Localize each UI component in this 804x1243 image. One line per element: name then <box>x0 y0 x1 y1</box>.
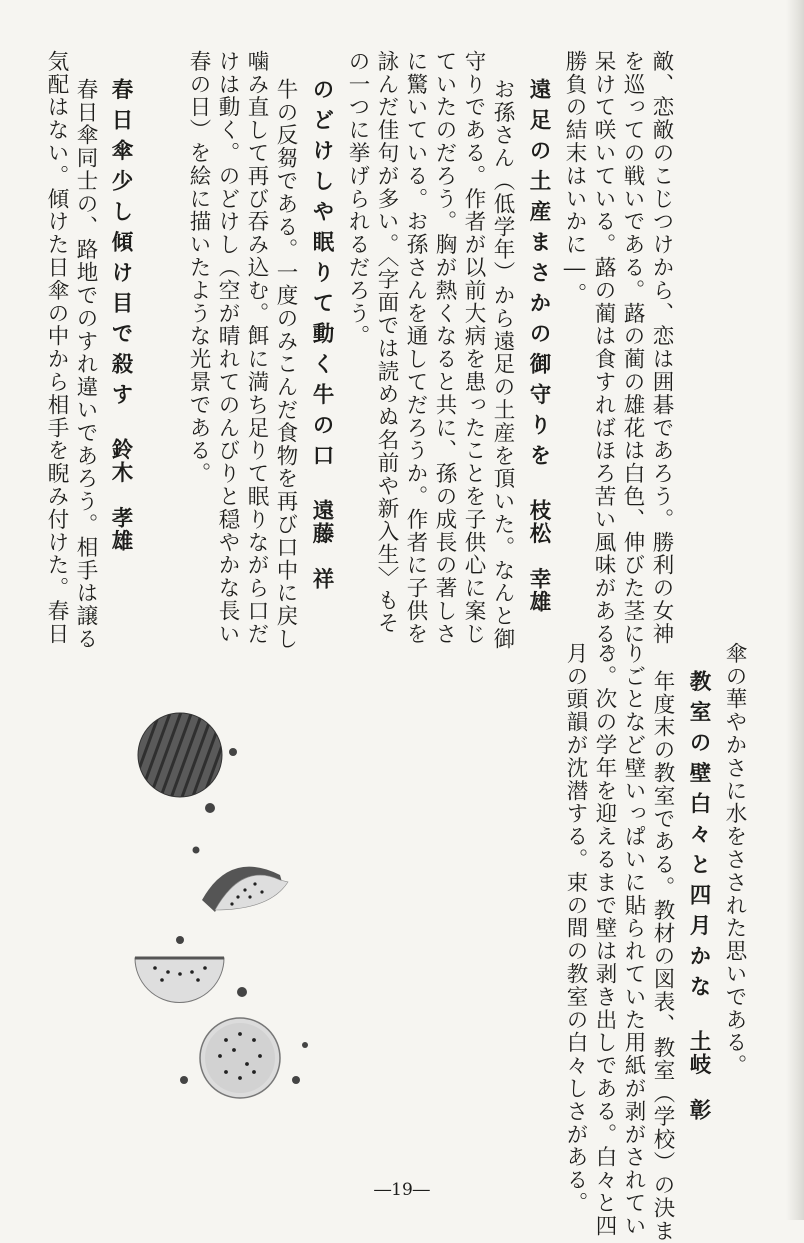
commentary-line: ていたのだろう。胸が熱くなると共に、孫の成長の著しさ <box>432 50 457 646</box>
commentary-line: 噛み直して再び吞み込む。餌に満ち足りて眠りながら口だ <box>244 50 269 646</box>
dot-icon <box>176 936 184 944</box>
haiku-author: 鈴木 孝雄 <box>108 437 133 552</box>
text-line: 傘の華やかさに水をさされた思いである。 <box>722 642 747 1078</box>
commentary-line: 春日傘同士の、路地でのすれ違いであろう。相手は譲る <box>73 78 98 651</box>
commentary-line: 気配はない。傾けた日傘の中から相手を睨み付けた。春日 <box>44 50 69 646</box>
dot-icon <box>292 1076 300 1084</box>
text-line: 呆けて咲いている。蕗の蔺は食すればほろ苦い風味がある。 <box>591 50 616 669</box>
text-line: を巡っての戦いである。蕗の蔺の雄花は白色、伸びた茎に <box>620 50 645 646</box>
haiku-text: 遠足の土産まさかの御守りを <box>526 78 551 475</box>
page-number: ―19― <box>374 1180 430 1200</box>
haiku-author: 枝松 幸雄 <box>526 498 551 613</box>
haiku-line <box>683 670 713 1121</box>
dot-icon <box>229 748 237 756</box>
watermelon-slice-icon <box>135 958 224 1002</box>
dot-icon <box>193 847 200 854</box>
commentary-line: 月の頭韻が沈潜する。束の間の教室の白々しさがある。 <box>563 642 588 1215</box>
haiku-line <box>523 78 553 613</box>
dot-icon <box>205 803 215 813</box>
commentary-line: の一つに挙げられるだろう。 <box>345 50 370 348</box>
dot-icon <box>237 987 247 997</box>
haiku-text: 教室の壁白々と四月かな <box>686 670 711 1006</box>
commentary-line: る。次の学年を迎えるまで壁は剥き出しである。白々と四 <box>592 642 617 1238</box>
haiku-text: 春日傘少し傾け目で殺す <box>108 78 133 414</box>
text-line: 勝負の結末はいかに―。 <box>562 50 587 306</box>
commentary-line: に驚いている。お孫さんを通してだろうか。作者に子供を <box>403 50 428 646</box>
commentary-line: 詠んだ佳句が多い。〈字面では読めぬ名前や新入生〉もそ <box>374 50 399 635</box>
commentary-line: けは動く。のどけし（空が晴れてのんびりと穏やかな長い <box>215 50 240 646</box>
dot-icon <box>180 1076 188 1084</box>
page-edge-shadow <box>786 0 804 1220</box>
commentary-line: 守りである。作者が以前大病を患ったことを子供心に案じ <box>461 50 486 646</box>
text-line: 敵、恋敵のこじつけから、恋は囲碁であろう。勝利の女神 <box>649 50 674 646</box>
commentary-line: りごとなど壁いっぱいに貼られていた用紙が剥がされてい <box>621 642 646 1238</box>
commentary-line: お孫さん（低学年）から遠足の土産を頂いた。なんと御 <box>490 78 515 651</box>
haiku-line <box>105 78 135 552</box>
watermelon-slice-icon <box>202 867 288 912</box>
haiku-text: のどけしや眠りて動く牛の口 <box>309 78 334 475</box>
haiku-author: 土岐 彰 <box>686 1029 711 1122</box>
watermelon-round-slice-icon <box>200 1018 280 1098</box>
commentary-line: 牛の反芻である。一度のみこんだ食物を再び口中に戻し <box>273 78 298 651</box>
haiku-line <box>306 78 336 590</box>
watermelon-illustration <box>120 700 320 1100</box>
dot-icon <box>302 1042 308 1048</box>
commentary-line: 年度末の教室である。教材の図表、教室（学校）の決ま <box>650 670 675 1243</box>
commentary-line: 春の日）を絵に描いたような光景である。 <box>186 50 211 486</box>
haiku-author: 遠藤 祥 <box>309 498 334 591</box>
whole-watermelon-icon <box>138 713 222 797</box>
